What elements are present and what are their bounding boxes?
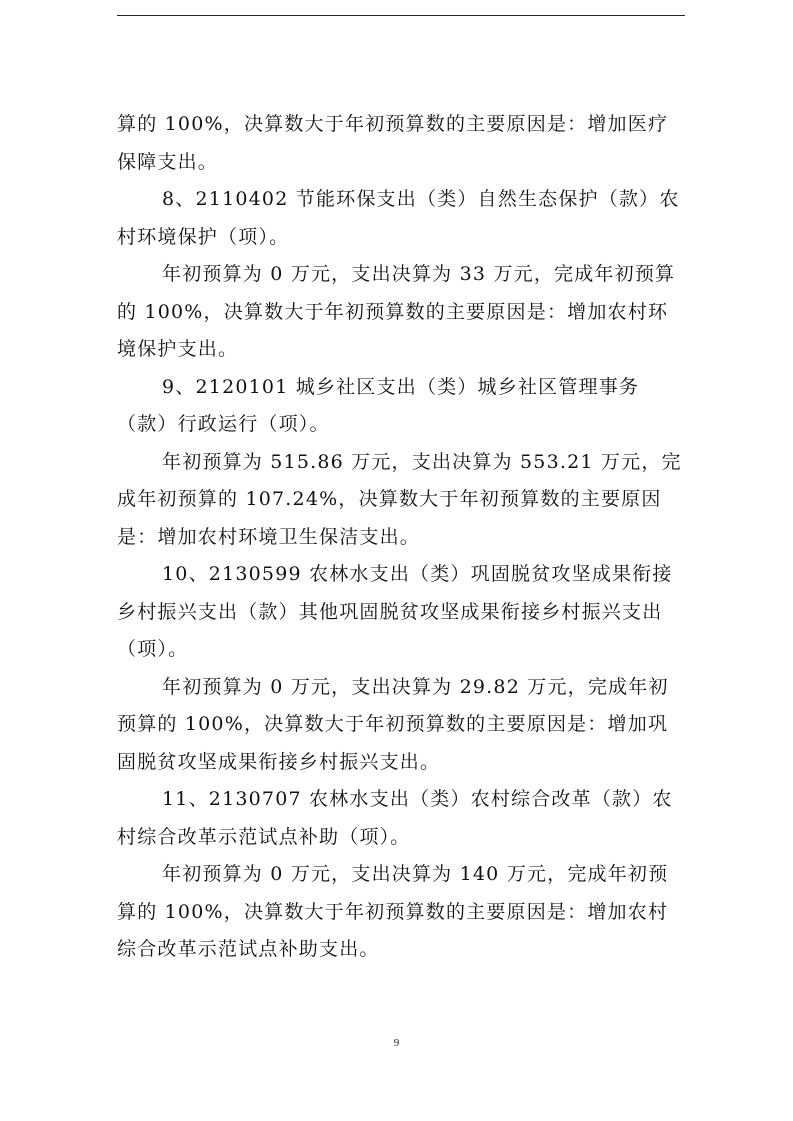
page-number: 9 bbox=[393, 1037, 400, 1049]
paragraph-item-8-heading: 8、2110402 节能环保支出（类）自然生态保护（款）农村环境保护（项）。 bbox=[117, 188, 680, 248]
paragraph-item-9-heading: 9、2120101 城乡社区支出（类）城乡社区管理事务（款）行政运行（项）。 bbox=[117, 375, 640, 435]
document-body bbox=[117, 106, 687, 969]
paragraph-item-8-detail: 年初预算为 0 万元，支出决算为 33 万元，完成年初预算的 100%，决算数大于年初预算数的主要原因是：增加农村环境保护支出。 bbox=[117, 263, 676, 360]
paragraph-item-9-detail: 年初预算为 515.86 万元，支出决算为 553.21 万元，完成年初预算的 107.24%，决算数大于年初预算数的主要原因是：增加农村环境卫生保洁支出。 bbox=[117, 450, 682, 548]
paragraph-continuation: 算的 100%，决算数大于年初预算数的主要原因是：增加医疗保障支出。 bbox=[117, 113, 669, 173]
paragraph-item-11-heading: 11、2130707 农林水支出（类）农村综合改革（款）农村综合改革示范试点补助（项）。 bbox=[117, 788, 673, 848]
paragraph-item-10-detail: 年初预算为 0 万元，支出决算为 29.82 万元，完成年初预算的 100%，决算数大于年初预算数的主要原因是：增加巩固脱贫攻坚成果衔接乡村振兴支出。 bbox=[117, 675, 669, 773]
paragraph-item-11-detail: 年初预算为 0 万元，支出决算为 140 万元，完成年初预算的 100%，决算数大于年初预算数的主要原因是：增加农村综合改革示范试点补助支出。 bbox=[117, 863, 669, 960]
header-rule bbox=[117, 15, 685, 16]
paragraph-item-10-heading: 10、2130599 农林水支出（类）巩固脱贫攻坚成果衔接乡村振兴支出（款）其他巩固脱贫攻坚成果衔接乡村振兴支出（项）。 bbox=[117, 563, 673, 660]
